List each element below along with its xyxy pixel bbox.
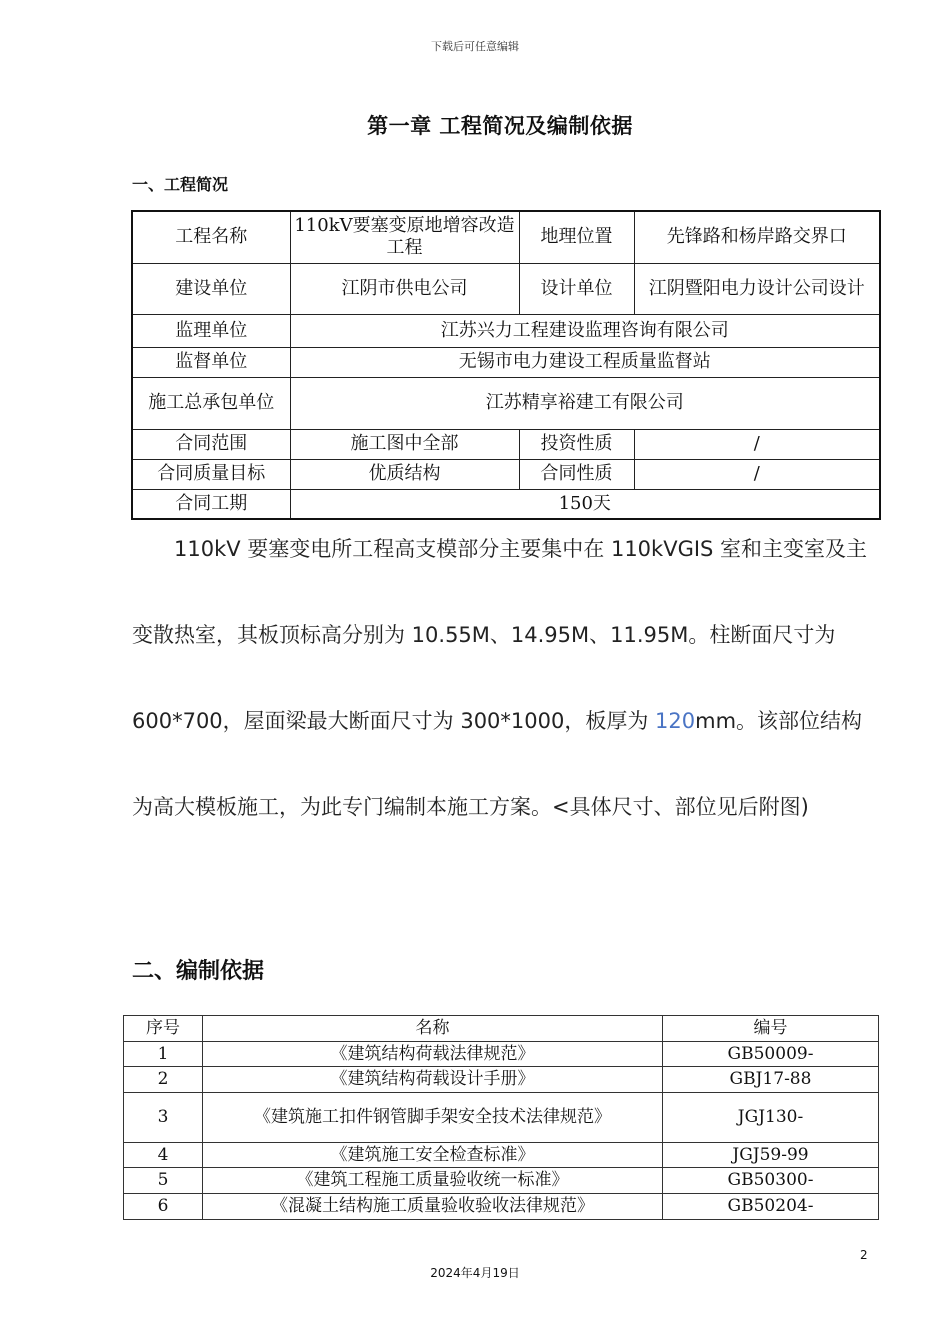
label-cell: 工程名称 [132, 211, 290, 263]
table-row [132, 377, 880, 429]
description-text: 110kV 要塞变电所工程高支模部分主要集中在 110kVGIS 室和主变室及主变散热室，其板顶标高分别为 10.55M、14.95M、11.95M。柱断面尺寸为 600*700，屋面梁最大断面尺寸为 300*1000，板厚为 [132, 537, 868, 733]
value-cell: 江苏精享裕建工有限公司 [290, 377, 880, 429]
table-row [124, 1067, 879, 1093]
table-row [124, 1042, 879, 1067]
label-cell: 建设单位 [132, 263, 290, 314]
header-name: 名称 [203, 1016, 663, 1042]
table-row [132, 263, 880, 314]
value-cell: 无锡市电力建设工程质量监督站 [290, 347, 880, 377]
table-row [132, 429, 880, 459]
value-cell: 先锋路和杨岸路交界口 [634, 211, 880, 263]
project-info-table [131, 210, 881, 520]
ref-no: 2 [124, 1067, 203, 1093]
ref-no: 6 [124, 1194, 203, 1220]
label-cell: 监理单位 [132, 314, 290, 347]
ref-name: 《建筑结构荷载设计手册》 [203, 1067, 663, 1093]
label-cell: 投资性质 [519, 429, 634, 459]
table-row [132, 314, 880, 347]
table-row [124, 1093, 879, 1143]
value-cell: / [634, 429, 880, 459]
section2-title: 二、编制依据 [132, 959, 265, 984]
ref-name: 《建筑施工安全检查标准》 [203, 1143, 663, 1168]
label-cell: 合同质量目标 [132, 459, 290, 489]
ref-no: 4 [124, 1143, 203, 1168]
section1-title: 一、工程简况 [132, 175, 229, 194]
table-row [124, 1168, 879, 1194]
value-cell: 江阴暨阳电力设计公司设计 [634, 263, 880, 314]
value-cell: 150天 [290, 489, 880, 519]
ref-code: GBJ17-88 [663, 1067, 879, 1093]
ref-name: 《建筑施工扣件钢管脚手架安全技术法律规范》 [203, 1093, 663, 1143]
value-cell: 优质结构 [290, 459, 519, 489]
label-cell: 合同性质 [519, 459, 634, 489]
value-cell: 江阴市供电公司 [290, 263, 519, 314]
thickness-value: 120 [655, 709, 696, 733]
header-no: 序号 [124, 1016, 203, 1042]
label-cell: 设计单位 [519, 263, 634, 314]
description-text: mm。该部位结构为高大模板施工，为此专门编制本施工方案。<具体尺寸、部位见后附图) [132, 709, 863, 819]
ref-code: JGJ130- [663, 1093, 879, 1143]
ref-name: 《建筑结构荷载法律规范》 [203, 1042, 663, 1067]
ref-code: GB50009- [663, 1042, 879, 1067]
table-header-row [124, 1016, 879, 1042]
value-cell: 110kV要塞变原地增容改造工程 [290, 211, 519, 263]
reference-table [123, 1015, 879, 1220]
value-cell: 江苏兴力工程建设监理咨询有限公司 [290, 314, 880, 347]
label-cell: 合同范围 [132, 429, 290, 459]
table-row [124, 1143, 879, 1168]
ref-no: 1 [124, 1042, 203, 1067]
label-cell: 地理位置 [519, 211, 634, 263]
page-number: 2 [860, 1248, 868, 1262]
ref-code: JGJ59-99 [663, 1143, 879, 1168]
table-row [132, 459, 880, 489]
label-cell: 施工总承包单位 [132, 377, 290, 429]
label-cell: 合同工期 [132, 489, 290, 519]
ref-code: GB50204- [663, 1194, 879, 1220]
ref-name: 《混凝土结构施工质量验收验收法律规范》 [203, 1194, 663, 1220]
ref-no: 3 [124, 1093, 203, 1143]
chapter-title: 第一章 工程简况及编制依据 [367, 114, 633, 138]
ref-no: 5 [124, 1168, 203, 1194]
value-cell: / [634, 459, 880, 489]
footer-date: 2024年4月19日 [430, 1266, 520, 1280]
table-row [124, 1194, 879, 1220]
header-code: 编号 [663, 1016, 879, 1042]
table-row [132, 347, 880, 377]
table-row [132, 211, 880, 263]
ref-code: GB50300- [663, 1168, 879, 1194]
ref-name: 《建筑工程施工质量验收统一标准》 [203, 1168, 663, 1194]
project-description [132, 506, 872, 850]
header-note: 下载后可任意编辑 [431, 40, 519, 53]
label-cell: 监督单位 [132, 347, 290, 377]
value-cell: 施工图中全部 [290, 429, 519, 459]
